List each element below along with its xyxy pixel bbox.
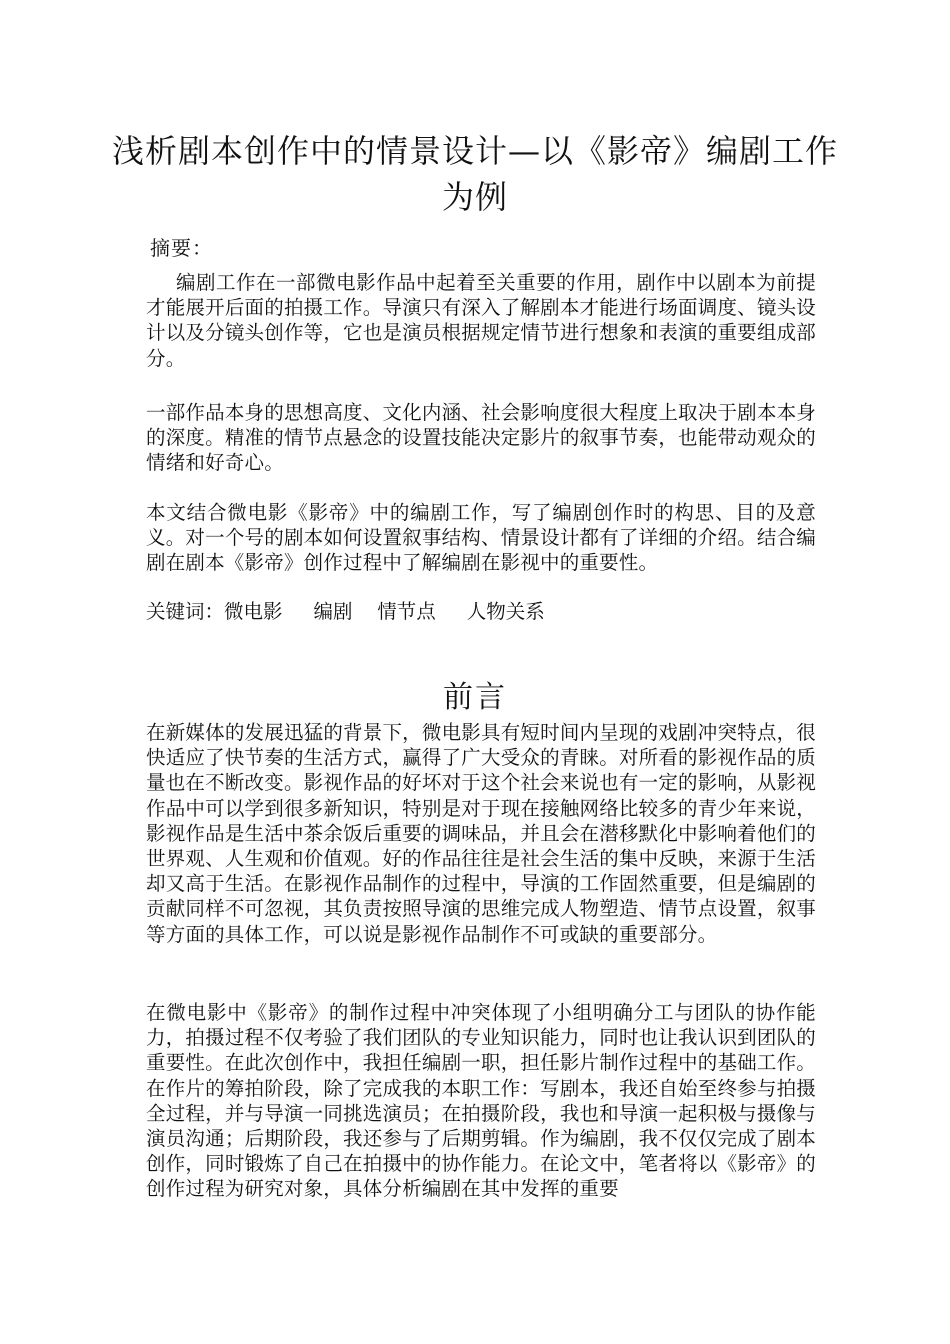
body-paragraph-1: 在新媒体的发展迅猛的背景下，微电影具有短时间内呈现的戏剧冲突特点，很快适应了快节奏的生活方式，赢得了广大受众的青睐。对所看的影视作品的质量也在不断改变。影视作品的好坏对于这个社会来说也有一定的影响，从影视作品中可以学到很多新知识，特别是对于现在接触网络比较多的青少年来说，影视作品是生活中茶余饭后重要的调味品，并且会在潜移默化中影响着他们的世界观、人生观和价值观。好的作品往往是社会生活的集中反映，来源于生活却又高于生活。在影视作品制作的过程中，导演的工作固然重要，但是编剧的贡献同样不可忽视，其负责按照导演的思维完成人物塑造、情节点设置，叙事等方面的具体工作，可以说是影视作品制作不可或缺的重要部分。 [146, 721, 816, 946]
abstract-paragraph-3: 本文结合微电影《影帝》中的编剧工作，写了编剧创作时的构思、目的及意义。对一个号的剧本如何设置叙事结构、情景设计都有了详细的介绍。结合编剧在剧本《影帝》创作过程中了解编剧在影视中的重要性。 [146, 501, 816, 575]
body-paragraph-2: 在微电影中《影帝》的制作过程中冲突体现了小组明确分工与团队的协作能力，拍摄过程不仅考验了我们团队的专业知识能力，同时也让我认识到团队的重要性。在此次创作中，我担任编剧一职，担任影片制作过程中的基础工作。在作片的筹拍阶段，除了完成我的本职工作：写剧本，我还自始至终参与拍摄全过程，并与导演一同挑选演员；在拍摄阶段，我也和导演一起积极与摄像与演员沟通；后期阶段，我还参与了后期剪辑。作为编剧，我不仅仅完成了剧本创作，同时锻炼了自己在拍摄中的协作能力。在论文中，笔者将以《影帝》的创作过程为研究对象，具体分析编剧在其中发挥的重要 [146, 1001, 816, 1201]
keywords-line: 关键词：微电影 编剧 情节点 人物关系 [146, 600, 545, 623]
abstract-label: 摘要： [150, 236, 213, 260]
section-title-preface: 前言 [443, 680, 507, 715]
paper-title: 浅析剧本创作中的情景设计—以《影帝》编剧工作为例 [111, 132, 838, 216]
abstract-paragraph-2: 一部作品本身的思想高度、文化内涵、社会影响度很大程度上取决于剧本本身的深度。精准的情节点悬念的设置技能决定影片的叙事节奏，也能带动观众的情绪和好奇心。 [146, 401, 816, 475]
abstract-paragraph-1: 编剧工作在一部微电影作品中起着至关重要的作用，剧作中以剧本为前提才能展开后面的拍摄工作。导演只有深入了解剧本才能进行场面调度、镜头设计以及分镜头创作等，它也是演员根据规定情节进行想象和表演的重要组成部分。 [146, 271, 816, 370]
